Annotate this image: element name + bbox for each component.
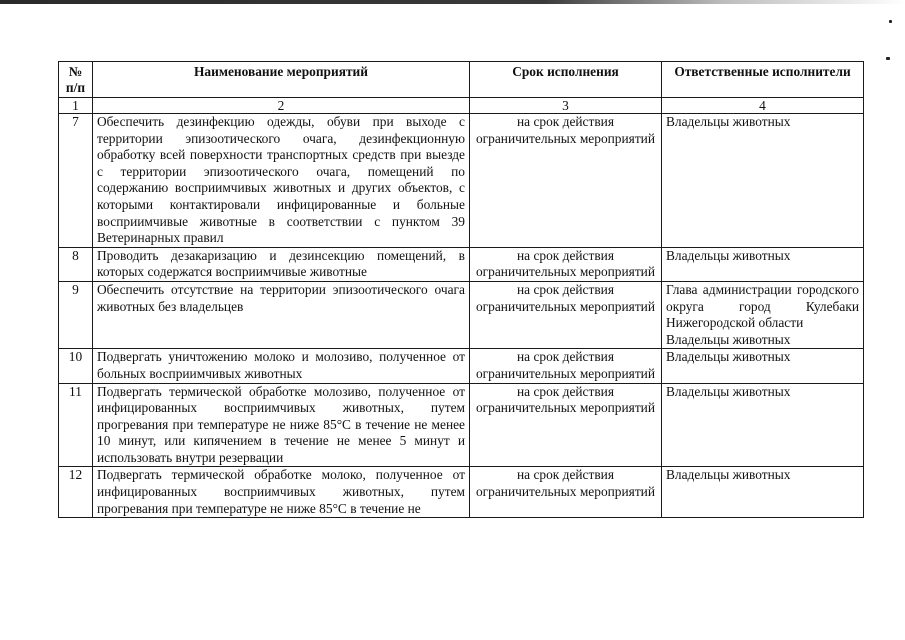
column-index: 2	[93, 98, 470, 114]
column-index: 1	[59, 98, 93, 114]
header-name: Наименование мероприятий	[93, 62, 470, 98]
column-index: 3	[470, 98, 662, 114]
measure-term: на срок действия ограничительных мероприятий	[470, 467, 662, 518]
row-number: 11	[59, 383, 93, 467]
table-row	[59, 114, 864, 248]
column-index-row	[59, 98, 864, 114]
row-number: 10	[59, 349, 93, 383]
measure-name: Обеспечить отсутствие на территории эпизоотического очага животных без владельцев	[93, 281, 470, 348]
scan-speck	[889, 20, 892, 23]
table-row	[59, 383, 864, 467]
measure-responsible: Глава администрации городского округа город Кулебаки Нижегородской области	[666, 281, 859, 331]
measure-term: на срок действия ограничительных мероприятий	[470, 349, 662, 383]
measure-responsible-cell	[662, 281, 864, 348]
header-responsible: Ответственные исполнители	[662, 62, 864, 98]
measure-term: на срок действия ограничительных мероприятий	[470, 114, 662, 248]
table-row	[59, 467, 864, 518]
table-row	[59, 349, 864, 383]
measure-term: на срок действия ограничительных мероприятий	[470, 247, 662, 281]
column-index: 4	[662, 98, 864, 114]
row-number: 9	[59, 281, 93, 348]
measure-responsible: Владельцы животных	[662, 247, 864, 281]
row-number: 12	[59, 467, 93, 518]
table-header-row	[59, 62, 864, 98]
measure-name: Подвергать уничтожению молоко и молозиво, полученное от больных восприимчивых животных	[93, 349, 470, 383]
table-row	[59, 281, 864, 348]
scan-speck	[886, 57, 890, 60]
row-number: 8	[59, 247, 93, 281]
measure-name: Проводить дезакаризацию и дезинсекцию помещений, в которых содержатся восприимчивые животные	[93, 247, 470, 281]
measure-responsible-extra: Владельцы животных	[666, 331, 791, 347]
measure-name: Подвергать термической обработке молоко, полученное от инфицированных восприимчивых животных, путем прогревания при температуре не ниже 85°С в течение не	[93, 467, 470, 518]
row-number: 7	[59, 114, 93, 248]
header-term: Срок исполнения	[470, 62, 662, 98]
measure-responsible: Владельцы животных	[662, 383, 864, 467]
measure-name: Обеспечить дезинфекцию одежды, обуви при выходе с территории эпизоотического очага, дезинфекционную обработку всей поверхности транспортных средств при выезде с территории эпизоотического очага, помещений по содержанию восприимчивых животных и других объектов, с которыми контактировали инфицированные и больные восприимчивые животные в соответствии с пунктом 39 Ветеринарных правил	[93, 114, 470, 248]
measures-table	[58, 61, 864, 518]
measure-responsible: Владельцы животных	[662, 467, 864, 518]
header-number: № п/п	[59, 62, 93, 98]
measure-responsible: Владельцы животных	[662, 114, 864, 248]
table-row	[59, 247, 864, 281]
scan-edge-shadow	[0, 0, 905, 4]
measure-name: Подвергать термической обработке молозиво, полученное от инфицированных восприимчивых животных, путем прогревания при температуре не ниже 85°С в течение не менее 10 минут, или кипячением в течение не менее 5 минут и использовать внутри резервации	[93, 383, 470, 467]
measure-responsible: Владельцы животных	[662, 349, 864, 383]
measure-term: на срок действия ограничительных мероприятий	[470, 281, 662, 348]
measure-term: на срок действия ограничительных мероприятий	[470, 383, 662, 467]
